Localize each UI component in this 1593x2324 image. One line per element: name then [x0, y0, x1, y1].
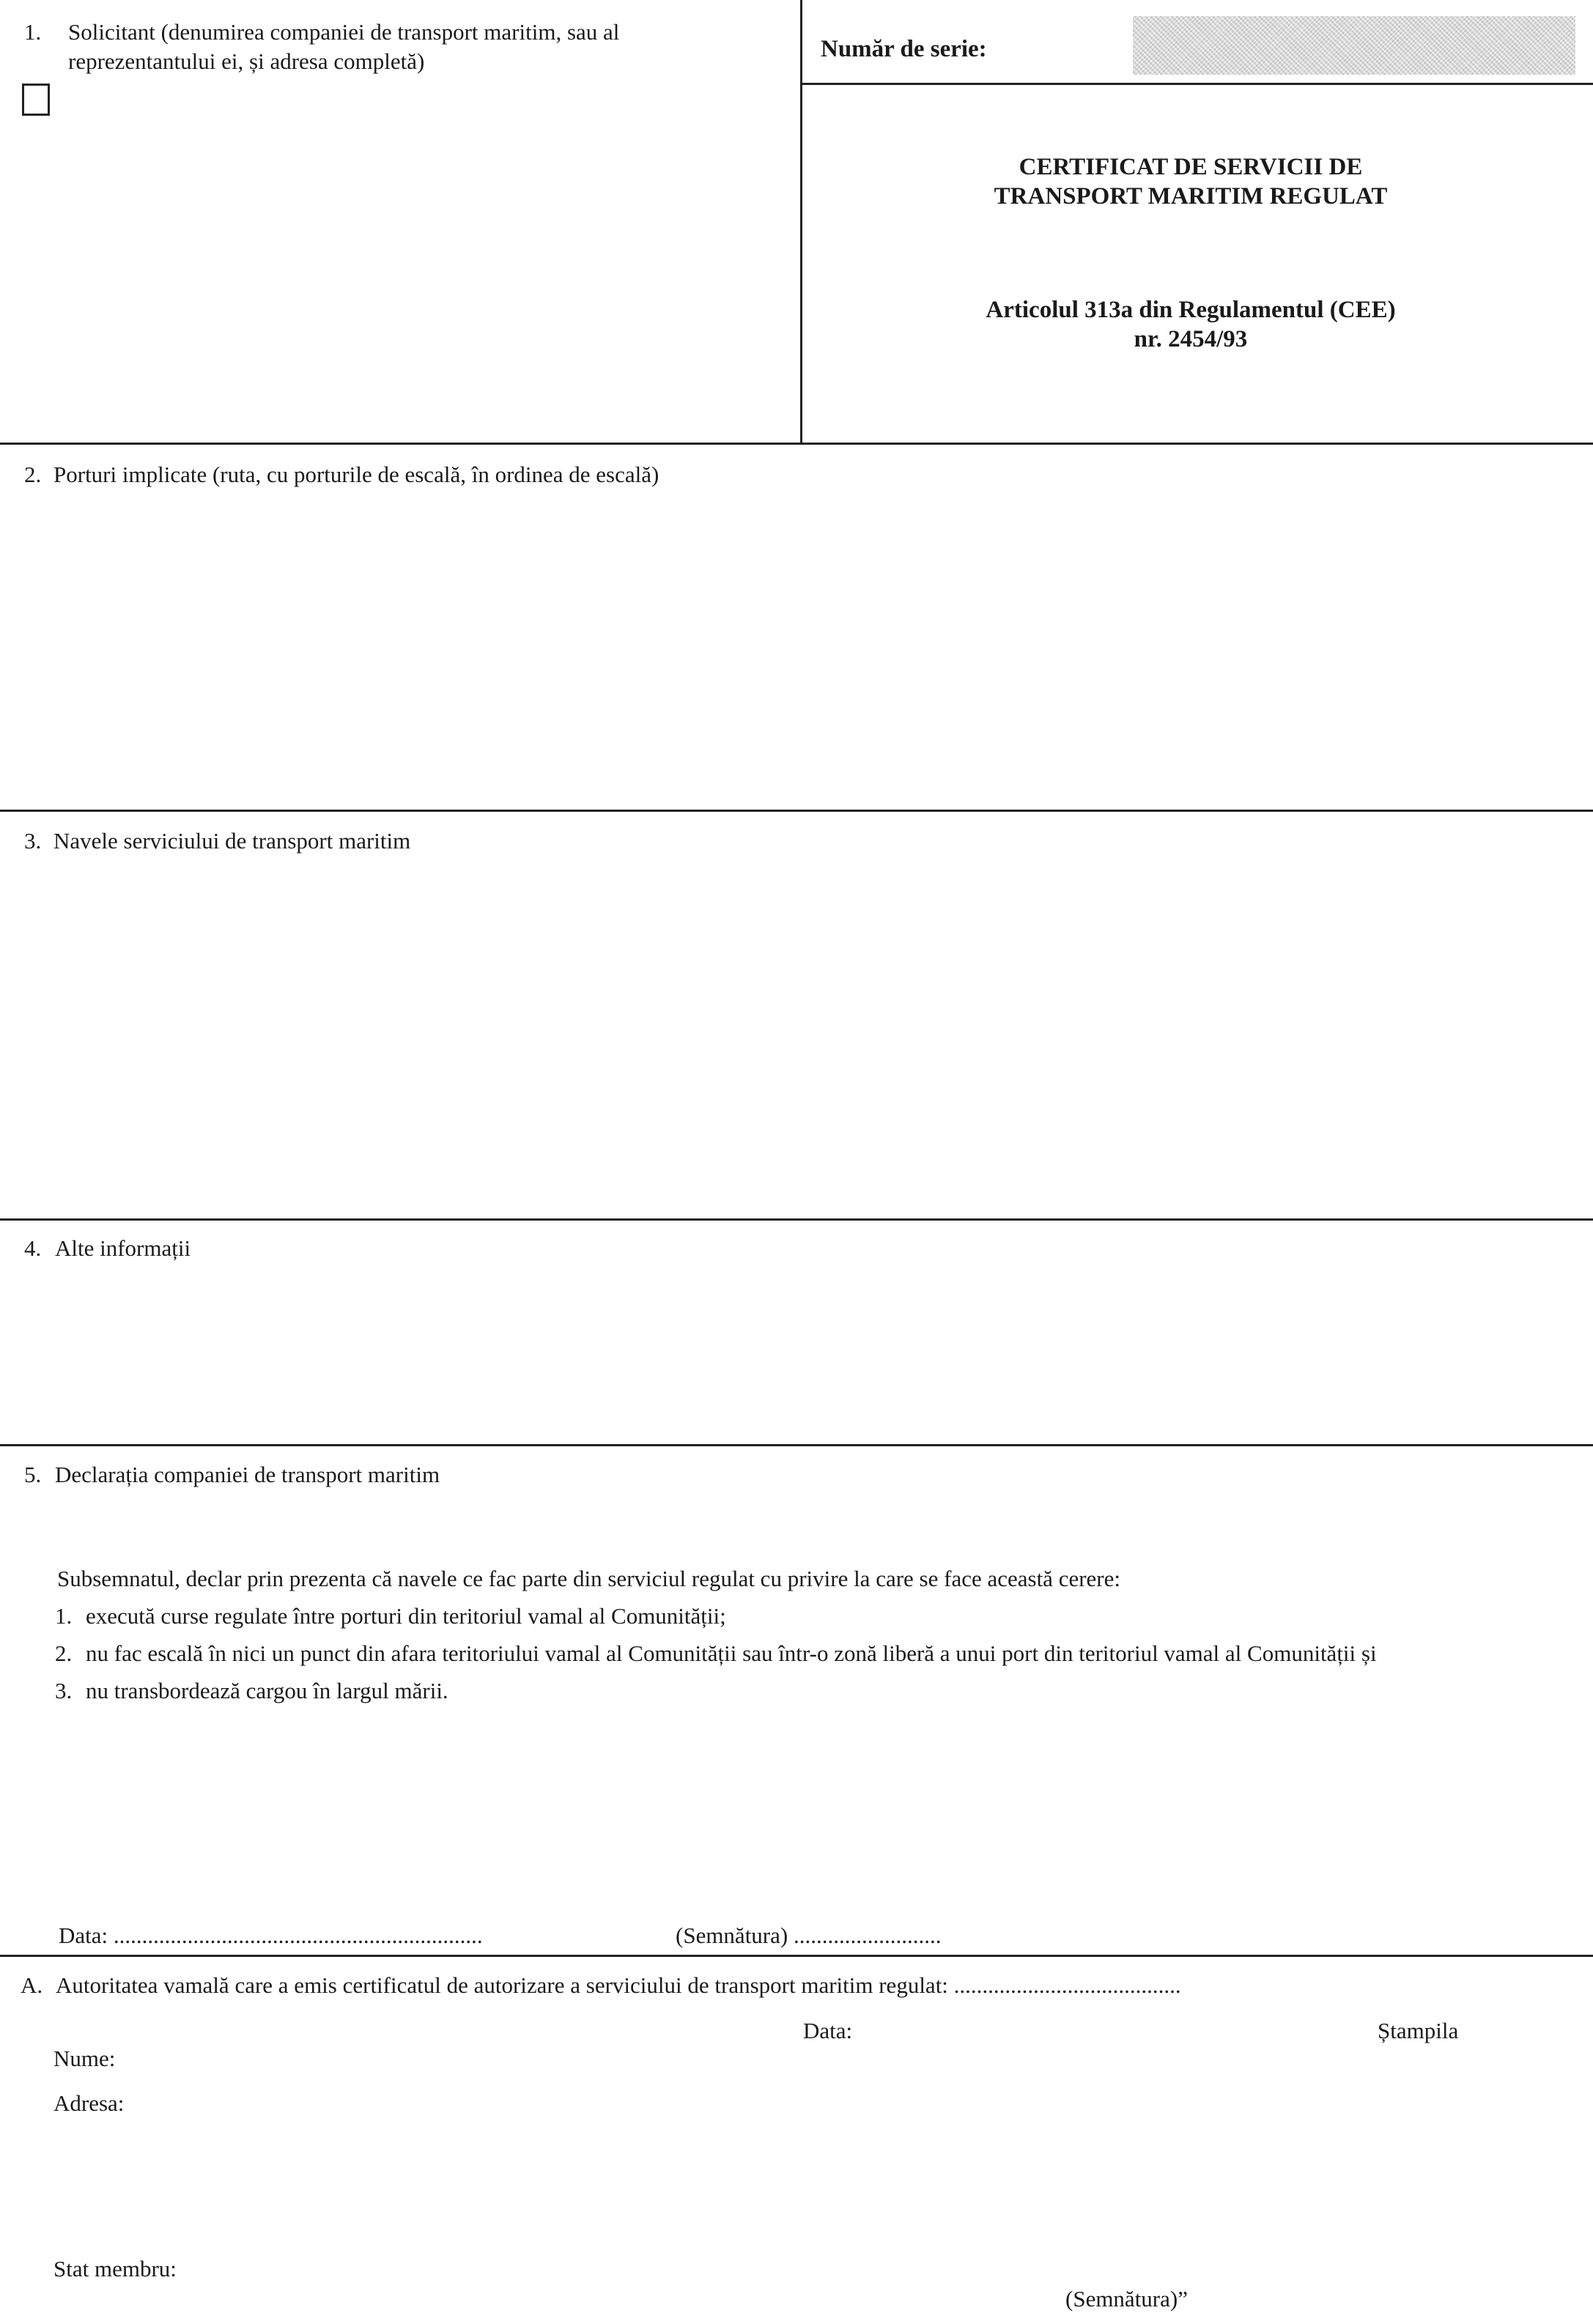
certificate-title-line1: CERTIFICAT DE SERVICII DE — [1019, 154, 1363, 180]
applicant-checkbox[interactable] — [22, 84, 50, 116]
section-4-number: 4. — [24, 1235, 42, 1261]
declaration-item-number: 2. — [55, 1640, 73, 1666]
section-a-text[interactable]: Autoritatea vamală care a emis certificatul de autorizare a serviciului de transport maritim regulat: ........................................ — [56, 1972, 1181, 1998]
section-5-text: Declarația companiei de transport maritim — [55, 1462, 440, 1487]
section-3-text: Navele serviciului de transport maritim — [53, 828, 411, 854]
section-a-letter: A. — [21, 1972, 43, 1998]
section-4-label — [24, 1234, 191, 1263]
authority-signature-label: (Semnătura)” — [1065, 2286, 1188, 2312]
section-1-line1: Solicitant (denumirea companiei de transport maritim, sau al — [68, 19, 620, 45]
regulation-line1: Articolul 313a din Regulamentul (CEE) — [986, 297, 1396, 323]
authority-stamp-label: Ștampila — [1378, 2018, 1459, 2043]
serial-number-field[interactable] — [1133, 16, 1575, 75]
authority-member-state-label: Stat membru: — [53, 2256, 177, 2282]
divider-section-4 — [0, 1218, 1593, 1221]
section-5-number: 5. — [24, 1462, 42, 1487]
section-1-label — [24, 18, 786, 77]
section-3-label — [24, 826, 410, 856]
declaration-item-text: nu transbordează cargou în largul mării. — [86, 1678, 448, 1703]
regulation-reference — [821, 295, 1561, 355]
section-3-number: 3. — [24, 828, 42, 854]
declaration-item-text: nu fac escală în nici un punct din afara teritoriului vamal al Comunității sau într-o zonă liberă a unui port din teritoriul vamal al Comunității și — [86, 1640, 1377, 1666]
section-a-label — [21, 1971, 1181, 2000]
certificate-title-line2: TRANSPORT MARITIM REGULAT — [994, 183, 1388, 210]
divider-section-5 — [0, 1444, 1593, 1446]
authority-address-label: Adresa: — [53, 2090, 125, 2116]
authority-name-label: Nume: — [53, 2046, 116, 2071]
regulation-line2: nr. 2454/93 — [1134, 326, 1248, 353]
declaration-item-text: execută curse regulate între porturi din teritoriul vamal al Comunității; — [86, 1603, 726, 1629]
declaration-signature-field[interactable]: (Semnătura) .......................... — [676, 1923, 942, 1948]
declaration-item-number: 1. — [55, 1603, 73, 1629]
divider-section-a — [0, 1955, 1593, 1957]
section-2-number: 2. — [24, 462, 42, 487]
authority-date-label: Data: — [803, 2018, 853, 2043]
declaration-date-field[interactable]: Data: ................................................................. — [59, 1923, 483, 1948]
serial-underline — [800, 83, 1593, 85]
divider-section-2 — [0, 443, 1593, 445]
divider-section-3 — [0, 810, 1593, 812]
section-2-label — [24, 460, 659, 489]
section-1-line2: reprezentantului ei, și adresa completă) — [68, 48, 425, 75]
certificate-title — [821, 152, 1561, 212]
serial-number-label: Număr de serie: — [821, 36, 987, 62]
declaration-item-number: 3. — [55, 1678, 73, 1703]
section-4-text: Alte informații — [55, 1235, 191, 1261]
top-vertical-divider — [800, 0, 802, 444]
section-1-number: 1. — [24, 19, 42, 45]
section-2-text: Porturi implicate (ruta, cu porturile de escală, în ordinea de escală) — [53, 462, 659, 487]
section-5-label — [24, 1460, 440, 1489]
declaration-intro: Subsemnatul, declar prin prezenta că navele ce fac parte din serviciul regulat cu privire la care se face această cerere: — [57, 1566, 1120, 1591]
